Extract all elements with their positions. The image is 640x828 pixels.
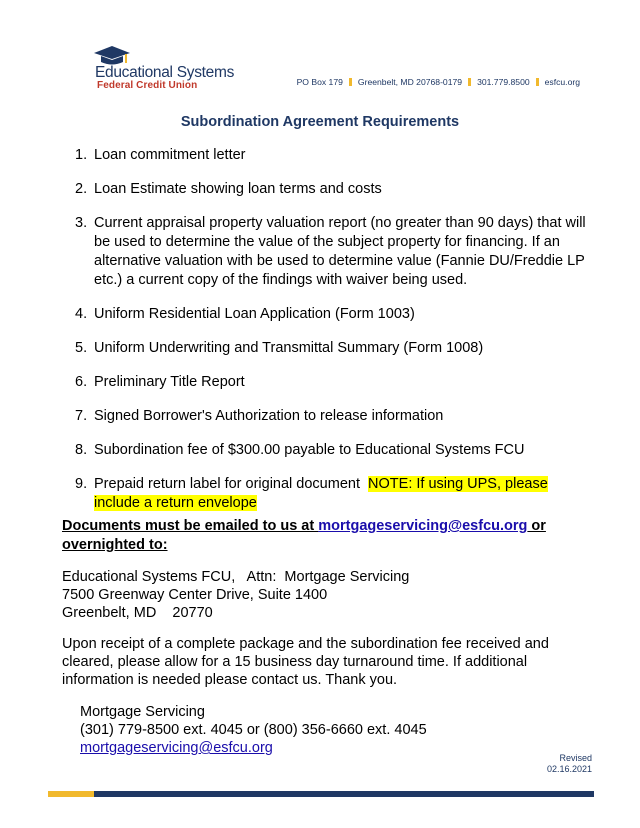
address-line: Educational Systems FCU, Attn: Mortgage Servicing (62, 569, 410, 585)
header-contact (297, 77, 580, 87)
separator (349, 78, 352, 86)
list-item (62, 441, 597, 460)
item-number: 7. (75, 408, 88, 424)
phone: 301.779.8500 (477, 77, 530, 87)
list-item (62, 339, 597, 358)
address-line: 7500 Greenway Center Drive, Suite 1400 (62, 587, 328, 603)
list-item (62, 407, 597, 426)
footer-accent (48, 791, 94, 797)
contact-dept: Mortgage Servicing (80, 704, 205, 720)
item-number: 8. (75, 442, 88, 458)
heading-text: or overnighted to: (62, 518, 546, 553)
item-text: Subordination fee of $300.00 payable to Educational Systems FCU (94, 442, 525, 458)
revised-value: 02.16.2021 (546, 764, 592, 774)
item-text: Loan commitment letter (94, 147, 246, 163)
heading-text: Documents must be emailed to us at (62, 518, 319, 534)
mailing-address (62, 568, 409, 622)
item-text: Preliminary Title Report (94, 374, 245, 390)
city: Greenbelt, MD 20768-0179 (357, 77, 463, 87)
item-text: Current appraisal property valuation report (no greater than 90 days) that will be used to determine the value of the subject property for financing. If an alternative valuation with be used to determine value (Fannie DU/Freddie LP etc.) a current copy of the findings with waiver being used. (94, 215, 586, 288)
item-text: Prepaid return label for original document (94, 476, 360, 492)
item-number: 4. (75, 306, 88, 322)
list-item (62, 475, 597, 513)
item-text: Signed Borrower's Authorization to release information (94, 408, 444, 424)
revised-date (547, 753, 592, 775)
contact-block (80, 703, 427, 757)
footer-rule (94, 791, 594, 797)
logo-name: Educational Systems (95, 64, 235, 81)
website: esfcu.org (544, 77, 580, 87)
email-link[interactable]: mortgageservicing@esfcu.org (318, 518, 528, 534)
item-number: 1. (75, 147, 88, 163)
requirements-list (62, 146, 597, 528)
ups-note: NOTE: If using UPS, please include a return envelope (94, 476, 548, 511)
item-text: Uniform Underwriting and Transmittal Summary (Form 1008) (94, 340, 484, 356)
address-line: Greenbelt, MD 20770 (62, 605, 213, 621)
item-number: 9. (75, 476, 88, 492)
page-title: Subordination Agreement Requirements (180, 114, 460, 130)
item-number: 5. (75, 340, 88, 356)
item-text: Loan Estimate showing loan terms and costs (94, 181, 382, 197)
list-item (62, 146, 597, 165)
item-text: Uniform Residential Loan Application (Form 1003) (94, 306, 415, 322)
separator (536, 78, 539, 86)
revised-label: Revised (559, 753, 592, 763)
list-item (62, 180, 597, 199)
contact-email-link[interactable]: mortgageservicing@esfcu.org (80, 740, 273, 756)
item-number: 2. (75, 181, 88, 197)
separator (468, 78, 471, 86)
item-number: 6. (75, 374, 88, 390)
logo-subtitle: Federal Credit Union (97, 80, 198, 91)
documents-heading (62, 517, 582, 555)
list-item (62, 214, 597, 290)
footer-bar (48, 791, 594, 797)
logo (92, 44, 235, 92)
receipt-paragraph: Upon receipt of a complete package and the subordination fee received and cleared, please allow for a 15 business day turnaround time. If additional information is needed please contact us. Thank you. (62, 636, 549, 688)
contact-phones: (301) 779-8500 ext. 4045 or (800) 356-6660 ext. 4045 (80, 722, 427, 738)
list-item (62, 305, 597, 324)
item-number: 3. (75, 215, 88, 231)
po-box: PO Box 179 (296, 77, 343, 87)
list-item (62, 373, 597, 392)
